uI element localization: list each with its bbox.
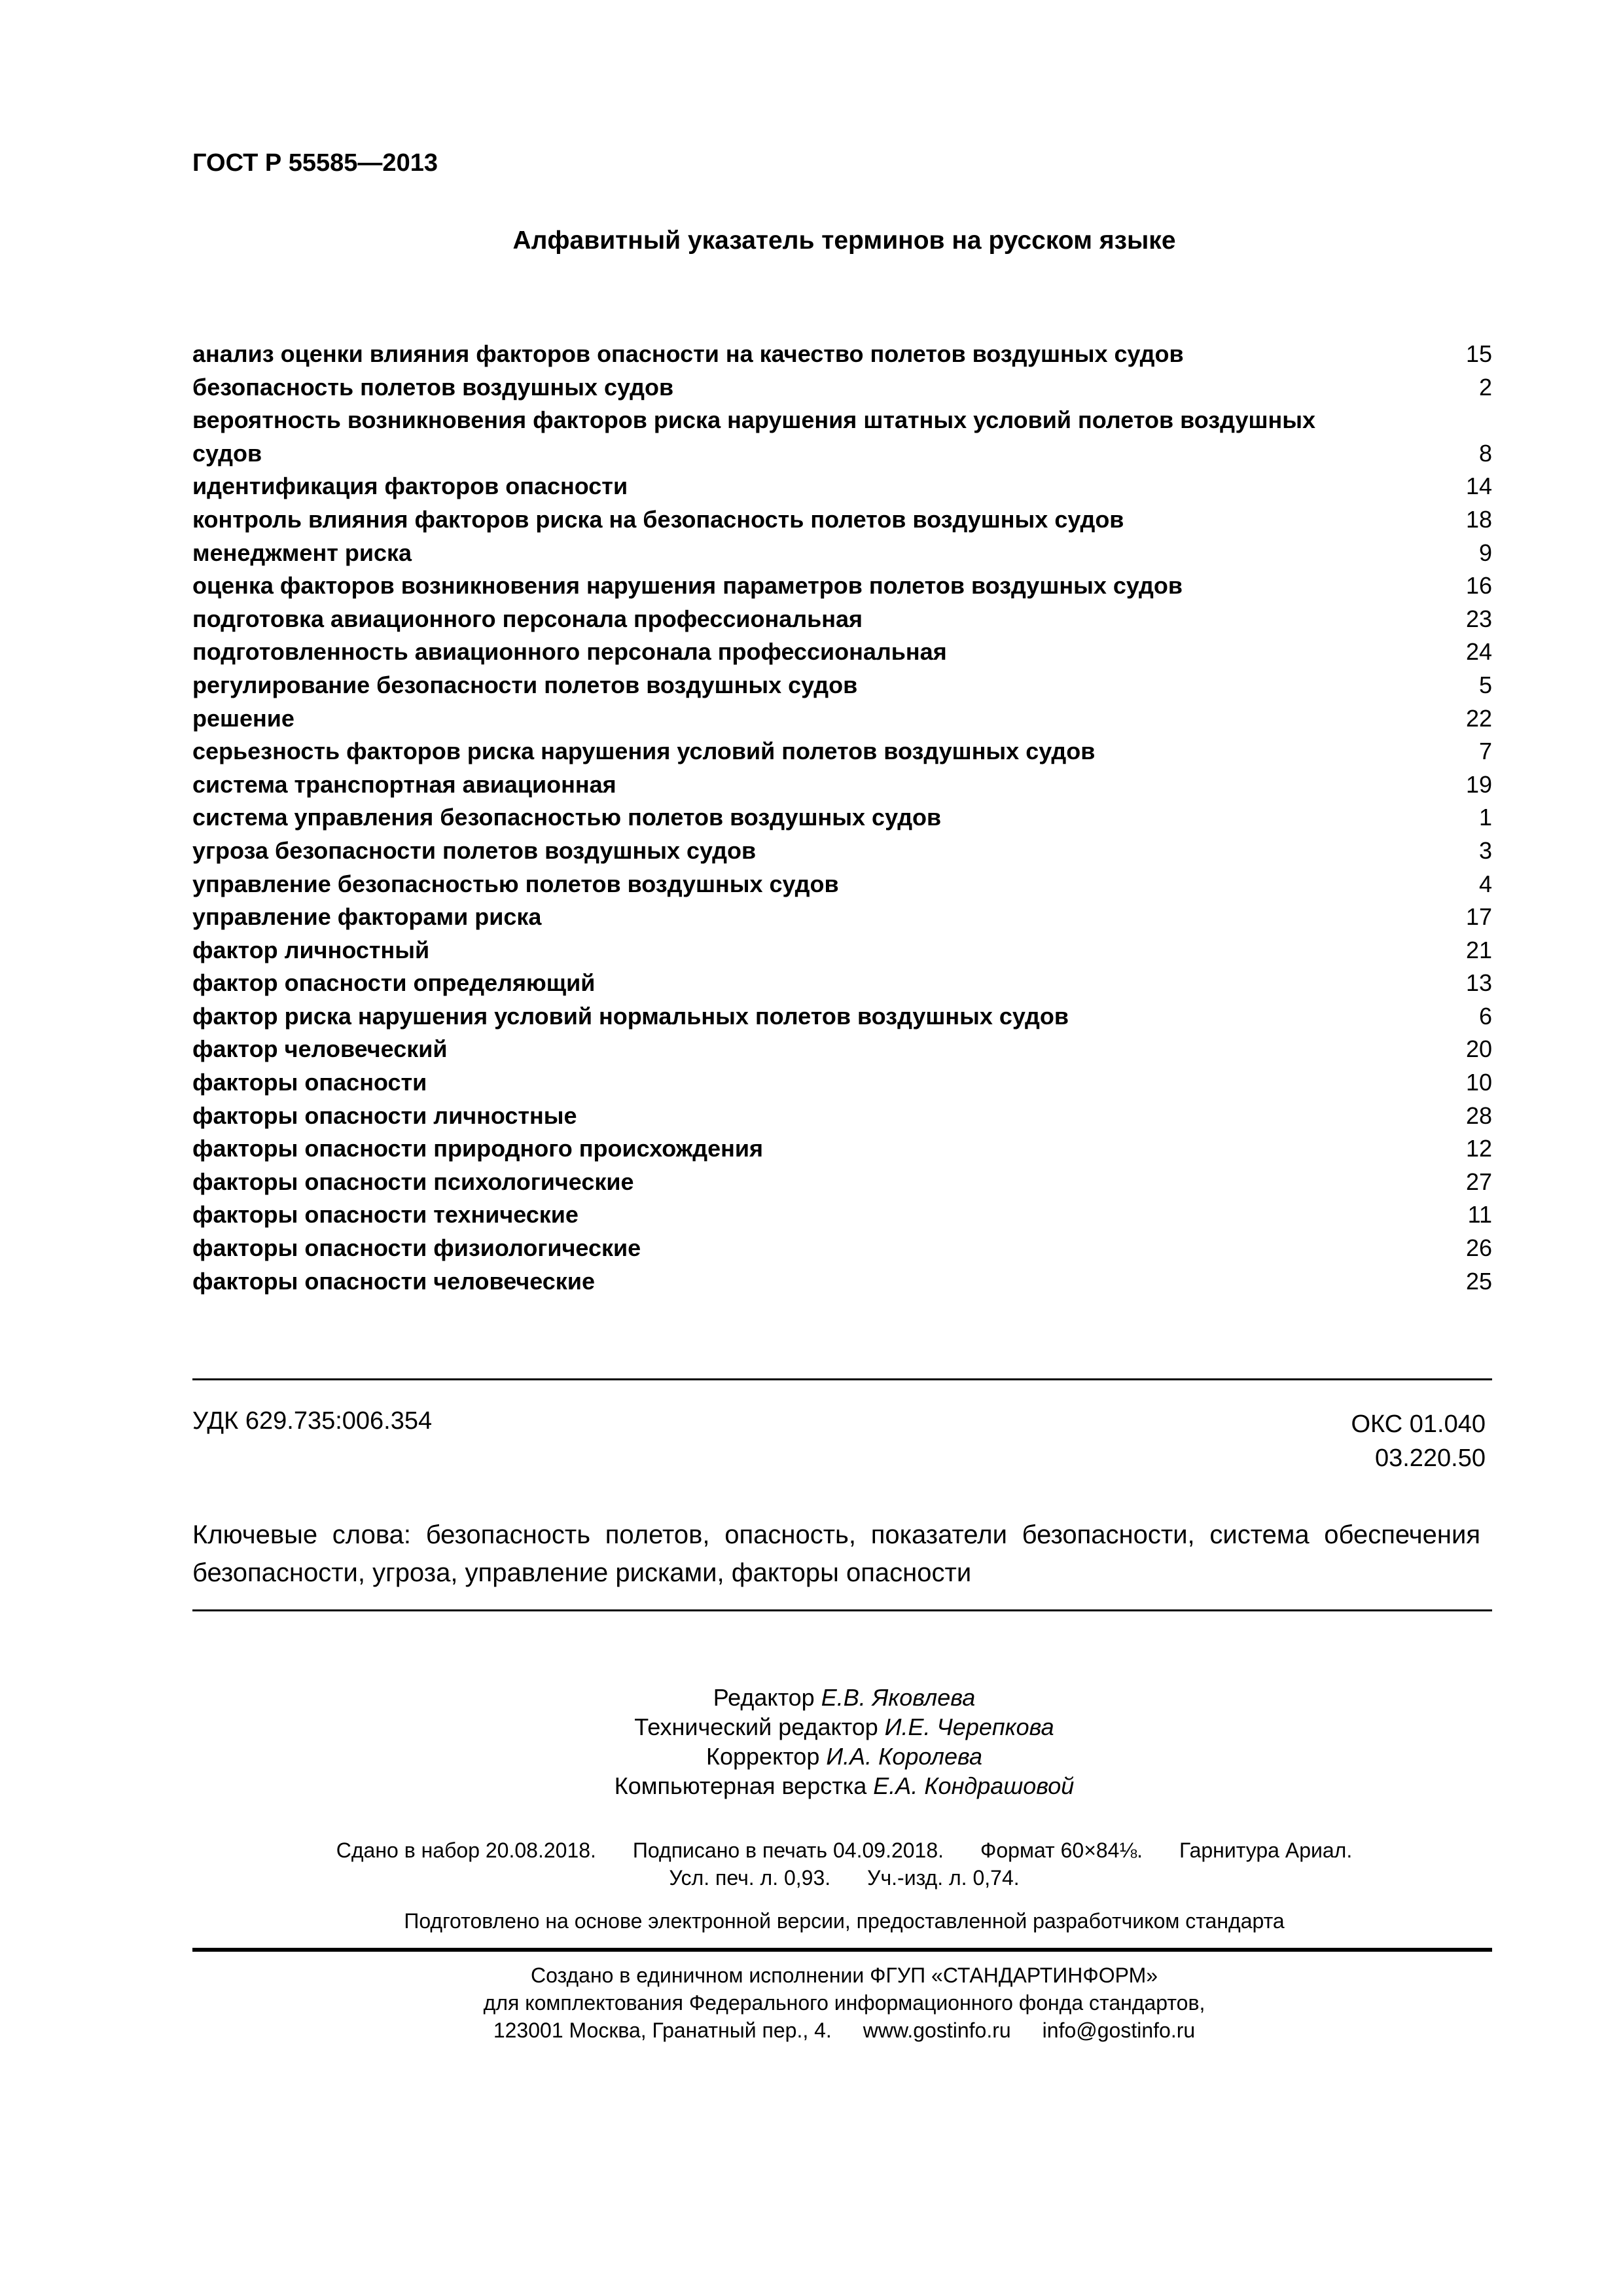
index-entry-term: безопасность полетов воздушных судов [192,373,674,401]
imprint-line2 [0,1864,1623,1892]
index-entry-page: 27 [1465,1168,1492,1195]
publisher-address: 123001 Москва, Гранатный пер., 4. [493,2018,832,2042]
index-entry [192,1265,1492,1299]
credits-block [0,1683,1623,1801]
index-entry-page: 11 [1467,1201,1492,1229]
credit-layout: Компьютерная верстка Е.А. Кондрашовой [614,1772,1075,1799]
divider-top [192,1378,1492,1380]
index-entry-term: факторы опасности психологические [192,1168,634,1195]
index-entry-page: 17 [1465,903,1492,931]
index-entry [192,1033,1492,1066]
index-entry [192,503,1492,537]
index-entry [192,404,1492,470]
index-entry-term: факторы опасности личностные [192,1102,577,1129]
publisher-line2: для комплектования Федерального информационного фонда стандартов, [483,1991,1205,2015]
index-entry-term: решение [192,704,294,732]
index-entry-term: система управления безопасностью полетов воздушных судов [192,804,942,831]
index-entry [192,636,1492,669]
index-entry-term: фактор риска нарушения условий нормальных полетов воздушных судов [192,1002,1069,1030]
index-entry-page: 2 [1478,373,1492,401]
index-entry-page: 22 [1465,704,1492,732]
index-entry-page: 16 [1465,572,1492,600]
imprint-print-sheets: Усл. печ. л. 0,93. [669,1866,831,1890]
index-entry-page: 14 [1465,473,1492,500]
index-entry-term: факторы опасности природного происхождения [192,1135,764,1162]
publisher-website: www.gostinfo.ru [863,2018,1011,2042]
index-entry-page: 20 [1465,1035,1492,1063]
index-entry-page: 15 [1465,340,1492,367]
index-entry-page: 28 [1465,1102,1492,1129]
index-entry [192,470,1492,503]
index-entry [192,669,1492,702]
publisher-contacts [0,2017,1623,2044]
index-entry [192,1066,1492,1100]
index-entry-term: угроза безопасности полетов воздушных судов [192,836,757,864]
imprint-format: Формат 60×84⅛. [980,1839,1143,1862]
index-entry [192,569,1492,603]
index-entry-term: менеджмент риска [192,539,412,566]
index-entry-term: серьезность факторов риска нарушения условий полетов воздушных судов [192,738,1096,765]
index-entry [192,1132,1492,1166]
index-entry [192,371,1492,404]
oks-codes [1351,1407,1486,1475]
index-entry [192,1232,1492,1265]
index-entry-page: 4 [1478,870,1492,897]
index-entry-page: 23 [1465,605,1492,632]
oks-code-line1: ОКС 01.040 [1351,1410,1486,1438]
index-entry-page: 10 [1465,1069,1492,1096]
index-entry-term: фактор личностный [192,936,430,963]
index-entry-page: 1 [1478,804,1492,831]
index-entry-term: факторы опасности физиологические [192,1234,641,1262]
prepared-note: Подготовлено на основе электронной версии, предоставленной разработчиком стандарта [404,1909,1285,1933]
credit-proofreader: Корректор И.А. Королева [706,1743,982,1770]
index-entry [192,1166,1492,1199]
publisher-email: info@gostinfo.ru [1042,2018,1196,2042]
index-entry-page: 9 [1478,539,1492,566]
index-entry [192,967,1492,1000]
index-entry-page: 26 [1465,1234,1492,1262]
index-entry-term: подготовленность авиационного персонала профессиональная [192,638,947,666]
divider-bottom [192,1948,1492,1952]
divider-middle [192,1609,1492,1611]
index-entry-term: факторы опасности человеческие [192,1267,595,1295]
keywords: Ключевые слова: безопасность полетов, опасность, показатели безопасности, система обеспечения безопасности, угроза, управление рисками, факторы опасности [192,1520,1480,1587]
publisher-line1: Создано в единичном исполнении ФГУП «СТАНДАРТИНФОРМ» [530,1964,1158,1987]
index-entry [192,338,1492,371]
index-entry-term: подготовка авиационного персонала профессиональная [192,605,863,632]
standard-id: ГОСТ Р 55585—2013 [192,149,438,177]
credit-tech-editor: Технический редактор И.Е. Черепкова [634,1713,1054,1740]
index-entry-term: фактор опасности определяющий [192,969,596,997]
index-entry [192,537,1492,570]
index-entry-page: 5 [1478,671,1492,698]
index-entry-page: 6 [1478,1002,1492,1030]
index-entry-term: анализ оценки влияния факторов опасности на качество полетов воздушных судов [192,340,1184,367]
oks-code-line2: 03.220.50 [1374,1444,1486,1472]
index-entry-page: 3 [1478,836,1492,864]
credit-editor: Редактор Е.В. Яковлева [713,1684,976,1711]
index-entry-term: вероятность возникновения факторов риска нарушения штатных условий полетов воздушных судов [192,406,1315,467]
imprint-submitted: Сдано в набор 20.08.2018. [336,1839,596,1862]
index-entry [192,1100,1492,1133]
publisher-block [0,1962,1623,2044]
index-entry-term: факторы опасности [192,1069,427,1096]
index-entry [192,1000,1492,1033]
index-entry-page: 8 [1478,439,1492,467]
index-title: Алфавитный указатель терминов на русском языке [512,226,1176,255]
index-entry [192,768,1492,802]
index-entry-page: 13 [1465,969,1492,997]
index-entry [192,735,1492,768]
imprint-typeface: Гарнитура Ариал. [1179,1839,1353,1862]
index-entry [192,901,1492,934]
index-entry-page: 18 [1465,505,1492,533]
index-entry [192,801,1492,834]
index-entry-page: 24 [1465,638,1492,666]
imprint-publisher-sheets: Уч.-изд. л. 0,74. [867,1866,1020,1890]
index-entry-term: идентификация факторов опасности [192,473,628,500]
term-index [192,338,1492,1298]
index-entry [192,702,1492,736]
index-entry-term: управление безопасностью полетов воздушных судов [192,870,839,897]
imprint-signed: Подписано в печать 04.09.2018. [632,1839,944,1862]
index-entry-page: 12 [1465,1135,1492,1162]
index-entry-term: фактор человеческий [192,1035,448,1063]
udk-code: УДК 629.735:006.354 [192,1407,433,1435]
index-entry-page: 25 [1465,1267,1492,1295]
index-entry [192,834,1492,868]
index-entry [192,1198,1492,1232]
index-entry-term: система транспортная авиационная [192,770,616,798]
index-entry [192,934,1492,967]
imprint-line1 [0,1837,1623,1864]
index-entry-page: 19 [1465,770,1492,798]
index-entry [192,603,1492,636]
index-entry-page: 7 [1478,738,1492,765]
imprint-block [0,1837,1623,1892]
index-entry-term: контроль влияния факторов риска на безопасность полетов воздушных судов [192,505,1124,533]
index-entry-term: управление факторами риска [192,903,542,931]
index-entry-term: регулирование безопасности полетов воздушных судов [192,671,858,698]
index-entry [192,868,1492,901]
index-entry-page: 21 [1465,936,1492,963]
index-entry-term: факторы опасности технические [192,1201,579,1229]
index-entry-term: оценка факторов возникновения нарушения параметров полетов воздушных судов [192,572,1183,600]
